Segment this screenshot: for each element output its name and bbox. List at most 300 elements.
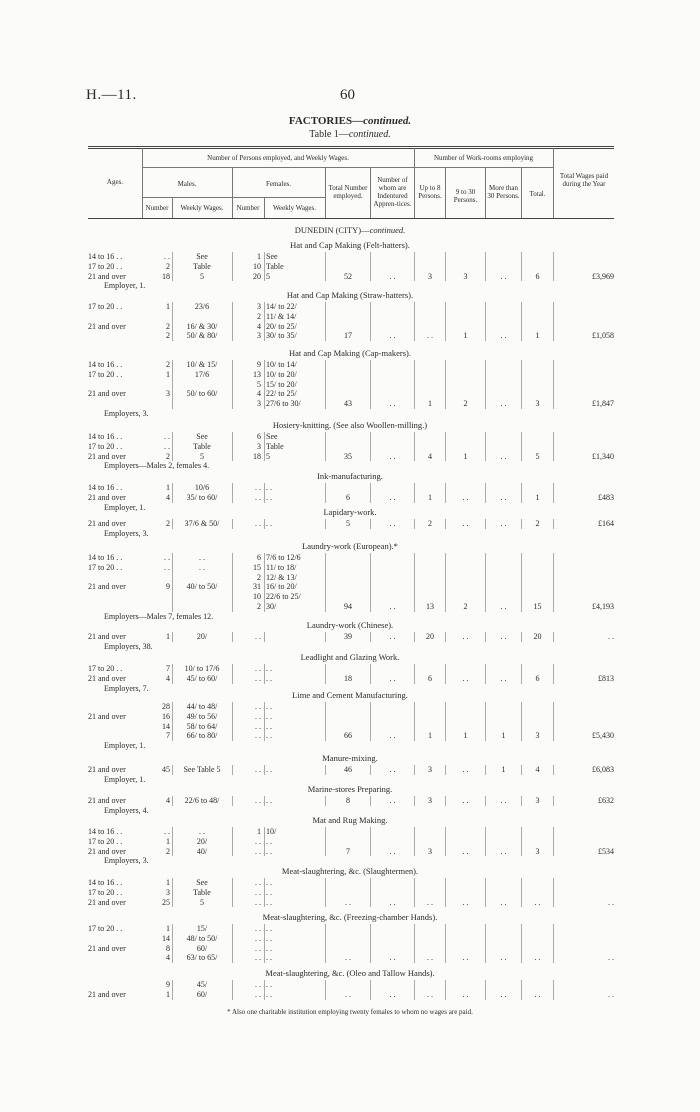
cell-n30: 3 (463, 271, 468, 281)
column-separator (172, 664, 173, 684)
cell-fn: . . (255, 943, 261, 953)
cell-fn: . . (255, 953, 261, 963)
cell-mw: See Table 5 (183, 765, 221, 774)
column-separator (553, 483, 554, 503)
column-separator (232, 302, 233, 341)
cell-t: 6 (535, 271, 540, 281)
column-separator (445, 519, 446, 529)
cell-fn: 4 (257, 389, 261, 399)
column-separator (414, 702, 415, 741)
cell-fw: 16/ to 20/ (266, 582, 297, 592)
cell-n30: . . (462, 519, 469, 528)
industry-caption: Marine-stores Preparing. (307, 784, 393, 794)
cell-t: 1 (535, 331, 540, 341)
column-separator (370, 360, 371, 409)
industry-caption: Mat and Rug Making. (312, 815, 388, 825)
cell-fw: 14/ to 22/ (266, 302, 297, 311)
column-separator (485, 483, 486, 503)
col-female-number: Number (236, 204, 260, 212)
column-separator (172, 360, 173, 409)
column-separator (264, 483, 265, 503)
cell-u8: 3 (428, 271, 432, 281)
cell-ap: . . (389, 673, 396, 683)
cell-mw: Table (193, 261, 211, 271)
cell-n30: . . (462, 846, 469, 856)
cell-tot: 6 (346, 492, 350, 502)
col-males: Males. (177, 180, 197, 188)
column-separator (232, 360, 233, 409)
cell-mw: 60/ (196, 989, 208, 999)
column-separator (485, 765, 486, 775)
column-separator (414, 632, 415, 642)
column-separator (553, 878, 554, 907)
cell-fw: . . (266, 664, 272, 673)
cell-mw: 17/6 (194, 369, 210, 379)
cell-fw: . . (266, 989, 272, 999)
cell-ap: . . (389, 632, 396, 641)
cell-age: 17 to 20 . . (88, 562, 123, 572)
column-separator (414, 765, 415, 775)
column-separator (445, 878, 446, 907)
cell-tot: 5 (346, 519, 350, 528)
cell-mw: 22/6 to 48/ (184, 796, 220, 805)
cell-age: 21 and over (88, 673, 126, 683)
cell-fw: 12/ & 13/ (266, 572, 297, 582)
column-separator (370, 664, 371, 684)
cell-fw: . . (266, 731, 272, 741)
column-separator (264, 553, 265, 612)
col-total: Total. (529, 190, 546, 198)
column-separator (370, 878, 371, 907)
column-separator (521, 924, 522, 963)
cell-t: 4 (535, 765, 540, 774)
column-separator (485, 302, 486, 341)
industry-caption: Lapidary-work. (323, 507, 377, 517)
cell-m30: . . (500, 989, 507, 999)
cell-fn: 4 (257, 321, 261, 331)
cell-fn: . . (255, 989, 261, 999)
cell-age: 17 to 20 . . (88, 369, 123, 379)
column-separator (370, 980, 371, 1000)
cell-t: . . (534, 989, 541, 999)
column-separator (485, 360, 486, 409)
cell-fn: . . (255, 721, 261, 731)
cell-fn: 3 (257, 302, 261, 311)
cell-age: 21 and over (88, 796, 126, 805)
cell-mw: 10/6 (194, 483, 210, 492)
column-separator (553, 980, 554, 1000)
cell-mn: 25 (162, 897, 170, 907)
cell-age: 17 to 20 . . (88, 441, 123, 451)
cell-age: 21 and over (88, 943, 126, 953)
column-separator (553, 796, 554, 806)
cell-fw: . . (266, 519, 272, 528)
cell-mn: 2 (166, 261, 170, 271)
cell-fw: . . (266, 711, 272, 721)
cell-wages: £813 (598, 673, 614, 683)
cell-tot: 7 (346, 846, 350, 856)
cell-mw: See (196, 252, 208, 261)
cell-ap: . . (389, 953, 396, 963)
cell-fw: . . (266, 673, 272, 683)
column-separator (325, 980, 326, 1000)
column-separator (325, 924, 326, 963)
cell-fw: 5 (266, 451, 270, 461)
column-separator (172, 483, 173, 503)
column-separator (264, 664, 265, 684)
cell-n30: . . (462, 897, 469, 907)
cell-fw: 30/ (266, 602, 277, 611)
column-separator (553, 252, 554, 281)
cell-mw: 35/ to 60/ (186, 492, 218, 502)
industry-caption: Meat-slaughtering, &c. (Slaughtermen). (281, 866, 419, 876)
cell-fw: Table (266, 441, 284, 451)
column-separator (325, 632, 326, 642)
column-separator (370, 553, 371, 612)
cell-mw: 5 (200, 897, 204, 907)
cell-mn: 9 (166, 980, 170, 989)
column-separator (553, 360, 554, 409)
cell-t: 1 (535, 492, 540, 502)
cell-mw: 49/ to 56/ (186, 711, 218, 721)
cell-age: 17 to 20 . . (88, 924, 123, 933)
cell-wages: £4,193 (592, 602, 614, 611)
column-separator (172, 302, 173, 341)
cell-mw: 66/ to 80/ (186, 731, 218, 741)
column-separator (232, 519, 233, 529)
cell-fw: See (266, 252, 278, 261)
cell-mn: 2 (166, 451, 170, 461)
column-separator (485, 702, 486, 741)
col-ages: Ages. (106, 178, 124, 186)
cell-age: 17 to 20 . . (88, 261, 123, 271)
employers-note: Employers, 3. (104, 409, 149, 418)
cell-mw: Table (193, 441, 211, 451)
cell-mw: . . (199, 827, 205, 836)
cell-mn: 1 (166, 483, 170, 492)
cell-n30: 1 (463, 331, 468, 341)
cell-mw: . . (199, 562, 205, 572)
column-separator (325, 483, 326, 503)
column-separator (414, 980, 415, 1000)
cell-fn: 10 (253, 261, 261, 271)
column-separator (172, 878, 173, 907)
cell-mn: 1 (166, 878, 170, 887)
cell-tot: 43 (344, 399, 352, 409)
column-separator (414, 924, 415, 963)
column-separator (485, 553, 486, 612)
cell-age: 21 and over (88, 519, 126, 528)
cell-age: 17 to 20 . . (88, 302, 123, 311)
cell-mn: 28 (162, 702, 170, 711)
column-separator (553, 702, 554, 741)
cell-m30: . . (500, 399, 507, 409)
column-separator (370, 765, 371, 775)
col-total-employed: Total Number employed. (328, 184, 368, 200)
cell-mw: 48/ to 50/ (186, 933, 218, 943)
cell-fn: . . (255, 711, 261, 721)
cell-mn: 7 (166, 731, 170, 741)
column-separator (414, 483, 415, 503)
cell-tot: . . (345, 953, 351, 963)
column-separator (414, 664, 415, 684)
cell-mw: 15/ (196, 924, 208, 933)
column-separator (485, 878, 486, 907)
cell-u8: 3 (428, 765, 432, 774)
cell-fn: . . (255, 878, 261, 887)
cell-ap: . . (389, 765, 396, 774)
cell-tot: 18 (344, 673, 352, 683)
cell-fn: . . (255, 673, 261, 683)
cell-mw: 10/ & 15/ (186, 360, 218, 369)
cell-fw: . . (266, 765, 272, 774)
column-separator (370, 632, 371, 642)
cell-fw: 22/ to 25/ (266, 389, 297, 399)
cell-t: 3 (535, 846, 540, 856)
column-separator (521, 432, 522, 461)
cell-fw: . . (266, 796, 272, 805)
cell-wages: . . (608, 897, 614, 907)
cell-fn: . . (255, 980, 261, 989)
cell-mw: 20/ (196, 836, 208, 846)
cell-fw: . . (266, 846, 272, 856)
cell-n30: . . (462, 632, 469, 641)
column-separator (521, 980, 522, 1000)
column-separator (232, 632, 233, 642)
column-separator (414, 796, 415, 806)
cell-mw: 45/ (196, 980, 208, 989)
industry-caption: Lime and Cement Manufacturing. (292, 690, 408, 700)
cell-t: 3 (535, 399, 540, 409)
cell-u8: 1 (428, 492, 432, 502)
cell-fn: . . (255, 731, 261, 741)
cell-mn: 2 (166, 360, 170, 369)
column-separator (232, 980, 233, 1000)
column-separator (414, 432, 415, 461)
cell-age: 21 and over (88, 271, 126, 281)
cell-age: 17 to 20 . . (88, 836, 123, 846)
col-persons-group: Number of Persons employed, and Weekly Wages. (207, 154, 349, 162)
cell-age: 14 to 16 . . (88, 432, 123, 441)
column-separator (445, 432, 446, 461)
col-apprentices: Number of whom are Indentured Appren-tices. (373, 176, 412, 208)
column-separator (172, 553, 173, 612)
cell-fw: 22/6 to 25/ (266, 592, 301, 602)
cell-m30: . . (500, 632, 507, 641)
cell-mn: 1 (166, 302, 170, 311)
cell-mn: . . (164, 441, 170, 451)
employers-note: Employers, 4. (104, 805, 149, 815)
column-separator (370, 827, 371, 856)
column-separator (232, 553, 233, 612)
column-separator (232, 702, 233, 741)
cell-n30: . . (462, 796, 469, 805)
col-females: Females. (265, 180, 292, 188)
column-separator (414, 878, 415, 907)
cell-mn: 3 (166, 887, 170, 897)
table-title: Table 1—continued. (309, 129, 391, 140)
cell-fw: . . (266, 483, 272, 492)
column-separator (445, 664, 446, 684)
cell-m30: . . (500, 846, 507, 856)
column-separator (172, 796, 173, 806)
cell-mn: 1 (166, 836, 170, 846)
cell-fw: 7/6 to 12/6 (266, 553, 301, 562)
cell-t: 2 (535, 519, 540, 528)
cell-tot: . . (345, 897, 351, 907)
column-separator (325, 252, 326, 281)
column-separator (414, 827, 415, 856)
cell-mn: . . (164, 432, 170, 441)
column-separator (414, 553, 415, 612)
cell-fw: . . (266, 953, 272, 963)
cell-t: . . (534, 953, 541, 963)
employers-note: Employer, 1. (104, 281, 146, 291)
column-separator (172, 632, 173, 642)
cell-ap: . . (389, 602, 396, 611)
column-separator (172, 924, 173, 963)
cell-age: 17 to 20 . . (88, 887, 123, 897)
cell-fn: 15 (253, 562, 261, 572)
column-separator (485, 632, 486, 642)
cell-mn: 4 (166, 673, 170, 683)
cell-mw: 37/6 & 50/ (184, 519, 220, 528)
industry-caption: Hosiery-knitting. (See also Woollen-milling.) (272, 420, 428, 430)
industry-caption: Meat-slaughtering, &c. (Oleo and Tallow Hands). (265, 968, 435, 978)
cell-u8: 3 (428, 846, 432, 856)
cell-mw: 58/ to 64/ (186, 721, 218, 731)
cell-age: 14 to 16 . . (88, 252, 123, 261)
district-heading: DUNEDIN (CITY)—continued. (294, 225, 406, 235)
cell-fw: . . (266, 897, 272, 907)
column-separator (485, 827, 486, 856)
cell-fw: . . (266, 721, 272, 731)
column-separator (232, 924, 233, 963)
cell-wages: £483 (598, 492, 614, 502)
cell-mw: 20/ (196, 632, 208, 641)
column-separator (445, 924, 446, 963)
cell-ap: . . (389, 399, 396, 409)
column-separator (325, 796, 326, 806)
cell-t: . . (534, 897, 541, 907)
cell-fw: . . (266, 836, 272, 846)
cell-mn: 1 (166, 924, 170, 933)
cell-m30: . . (500, 897, 507, 907)
cell-age: 17 to 20 . . (88, 664, 123, 673)
cell-ap: . . (389, 519, 396, 528)
cell-ap: . . (389, 846, 396, 856)
column-separator (325, 765, 326, 775)
cell-fw: 20/ to 25/ (266, 321, 297, 331)
cell-u8: . . (427, 331, 433, 341)
cell-m30: 1 (501, 765, 506, 774)
column-separator (325, 432, 326, 461)
cell-fn: . . (255, 836, 261, 846)
cell-m30: . . (500, 602, 507, 611)
column-separator (521, 519, 522, 529)
column-separator (521, 553, 522, 612)
cell-age: 14 to 16 . . (88, 878, 123, 887)
cell-fn: . . (255, 796, 261, 805)
cell-mn: 4 (166, 953, 170, 963)
cell-t: 6 (535, 673, 540, 683)
cell-n30: . . (462, 765, 469, 774)
cell-mn: . . (164, 553, 170, 562)
cell-fw: . . (266, 980, 272, 989)
cell-t: 15 (533, 602, 542, 611)
column-separator (521, 702, 522, 741)
cell-tot: 52 (344, 271, 352, 281)
cell-n30: 1 (463, 731, 468, 741)
column-separator (521, 360, 522, 409)
cell-age: 21 and over (88, 765, 126, 774)
cell-age: 21 and over (88, 451, 126, 461)
employers-note: Employers—Males 2, females 4. (104, 461, 210, 471)
column-separator (172, 765, 173, 775)
column-separator (414, 360, 415, 409)
cell-wages: . . (608, 953, 614, 963)
cell-tot: 94 (344, 602, 352, 611)
cell-mw: 50/ & 80/ (186, 331, 218, 341)
col-male-number: Number (145, 204, 169, 212)
cell-u8: 6 (428, 673, 432, 683)
cell-fn: 1 (257, 827, 261, 836)
cell-mn: . . (164, 827, 170, 836)
industry-caption: Hat and Cap Making (Felt-hatters). (290, 240, 410, 250)
cell-tot: 46 (344, 765, 352, 774)
cell-mn: 4 (166, 796, 170, 805)
cell-age: 21 and over (88, 846, 126, 856)
cell-m30: . . (500, 331, 507, 341)
column-separator (172, 519, 173, 529)
cell-fn: . . (255, 765, 261, 774)
cell-mn: 14 (162, 933, 170, 943)
cell-fw: . . (266, 924, 272, 933)
cell-fn: . . (255, 492, 261, 502)
column-separator (264, 878, 265, 907)
cell-fw: 15/ to 20/ (266, 379, 297, 389)
cell-fn: 13 (253, 369, 261, 379)
employers-note: Employers, 7. (104, 683, 149, 693)
section-title: FACTORIES—continued. (288, 115, 412, 127)
column-separator (445, 980, 446, 1000)
cell-fw: 30/ to 35/ (266, 331, 297, 341)
column-separator (521, 483, 522, 503)
cell-fn: . . (255, 846, 261, 856)
cell-age: 21 and over (88, 711, 126, 721)
col-female-wages: Weekly Wages. (272, 204, 317, 212)
cell-fn: 6 (257, 432, 261, 441)
column-separator (414, 519, 415, 529)
column-separator (553, 632, 554, 642)
column-separator (521, 632, 522, 642)
cell-m30: . . (500, 796, 507, 805)
cell-u8: 13 (426, 602, 434, 611)
column-separator (485, 519, 486, 529)
page-reference: H.—11. (86, 87, 137, 103)
column-separator (370, 302, 371, 341)
col-9-to-30: 9 to 30 Persons. (453, 188, 478, 204)
cell-fn: 9 (257, 360, 261, 369)
cell-fn: 18 (253, 451, 261, 461)
cell-fw: . . (266, 878, 272, 887)
cell-wages: . . (608, 632, 614, 641)
cell-t: 3 (535, 796, 540, 805)
cell-fn: . . (255, 702, 261, 711)
column-separator (232, 664, 233, 684)
cell-fw: . . (266, 887, 272, 897)
column-separator (264, 796, 265, 806)
